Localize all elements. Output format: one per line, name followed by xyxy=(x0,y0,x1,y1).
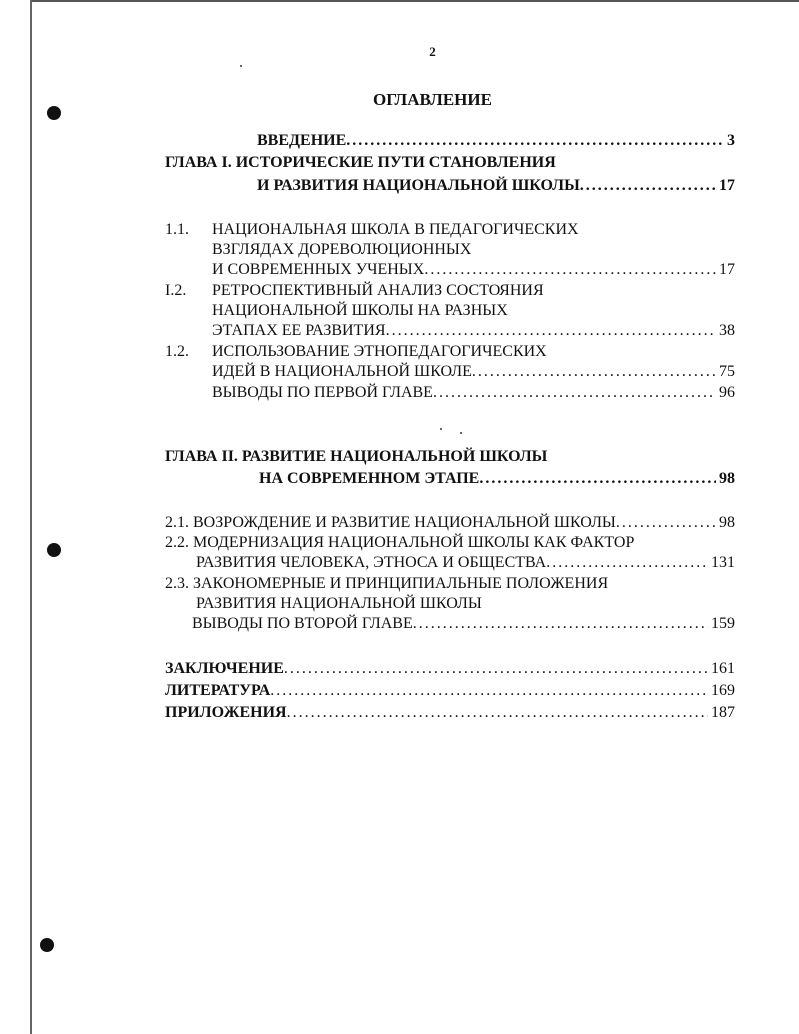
toc-entry-page: 17 xyxy=(719,261,735,278)
toc-entry-label: ВЫВОДЫ ПО ВТОРОЙ ГЛАВЕ xyxy=(192,615,413,632)
toc-entry-page: 131 xyxy=(711,554,735,571)
leader-dots xyxy=(472,362,716,382)
toc-entry-literature xyxy=(165,681,735,701)
scan-speck xyxy=(240,65,242,67)
toc-entry-section-1-1 xyxy=(212,260,735,280)
toc-entry-appendix xyxy=(165,703,735,723)
punch-hole-bottom xyxy=(40,938,54,952)
leader-dots xyxy=(287,703,708,723)
section-2-3-line1: 2.3. ЗАКОНОМЕРНЫЕ И ПРИНЦИПИАЛЬНЫЕ ПОЛОЖЕНИЯ xyxy=(165,575,609,592)
toc-entry-label: ЭТАПАХ ЕЕ РАЗВИТИЯ xyxy=(212,322,386,339)
leader-dots xyxy=(424,260,716,280)
toc-entry-section-1-3 xyxy=(212,362,735,382)
toc-entry-chapter2 xyxy=(259,469,735,489)
toc-entry-page: 38 xyxy=(719,322,735,339)
chapter1-heading-line1: ГЛАВА I. ИСТОРИЧЕСКИЕ ПУТИ СТАНОВЛЕНИЯ xyxy=(165,154,556,171)
leader-dots xyxy=(479,469,716,489)
toc-entry-label: ИДЕЙ В НАЦИОНАЛЬНОЙ ШКОЛЕ xyxy=(212,363,472,380)
toc-entry-label: НА СОВРЕМЕННОМ ЭТАПЕ xyxy=(259,470,480,487)
toc-entry-label: ЛИТЕРАТУРА xyxy=(165,682,271,699)
toc-entry-page: 17 xyxy=(719,177,735,194)
section-2-3-line2: РАЗВИТИЯ НАЦИОНАЛЬНОЙ ШКОЛЫ xyxy=(196,595,482,612)
section-number: I.2. xyxy=(165,282,187,299)
toc-entry-chapter1 xyxy=(257,176,735,196)
section-number: 1.1. xyxy=(165,221,189,238)
leader-dots xyxy=(413,614,708,634)
toc-entry-label: И СОВРЕМЕННЫХ УЧЕНЫХ xyxy=(212,261,425,278)
toc-entry-label: ВЫВОДЫ ПО ПЕРВОЙ ГЛАВЕ xyxy=(212,384,433,401)
toc-entry-page: 3 xyxy=(727,132,735,149)
toc-entry-page: 161 xyxy=(711,660,735,677)
leader-dots xyxy=(616,513,716,533)
section-1-2-line2: НАЦИОНАЛЬНОЙ ШКОЛЫ НА РАЗНЫХ xyxy=(212,302,508,319)
page-number: 2 xyxy=(429,44,436,59)
toc-title: ОГЛАВЛЕНИЕ xyxy=(373,90,492,109)
section-1-2-line1: РЕТРОСПЕКТИВНЫЙ АНАЛИЗ СОСТОЯНИЯ xyxy=(212,282,544,299)
scan-speck xyxy=(460,432,462,434)
toc-entry-label: РАЗВИТИЯ ЧЕЛОВЕКА, ЭТНОСА И ОБЩЕСТВА xyxy=(196,554,547,571)
toc-entry-section-2-2 xyxy=(196,553,735,573)
leader-dots xyxy=(433,383,716,403)
toc-entry-label: И РАЗВИТИЯ НАЦИОНАЛЬНОЙ ШКОЛЫ xyxy=(257,177,580,194)
toc-entry-page: 96 xyxy=(719,384,735,401)
leader-dots xyxy=(386,321,716,341)
toc-entry-conclusion xyxy=(165,659,735,679)
toc-entry-page: 75 xyxy=(719,363,735,380)
scan-border-left xyxy=(30,0,32,1034)
toc-entry-page: 98 xyxy=(719,514,735,531)
chapter2-heading-line1: ГЛАВА II. РАЗВИТИЕ НАЦИОНАЛЬНОЙ ШКОЛЫ xyxy=(165,448,548,465)
scan-border-top xyxy=(30,0,799,2)
scan-speck xyxy=(440,428,442,430)
toc-entry-label: 2.1. ВОЗРОЖДЕНИЕ И РАЗВИТИЕ НАЦИОНАЛЬНОЙ ШКОЛЫ xyxy=(165,514,616,531)
toc-entry-page: 159 xyxy=(711,615,735,632)
toc-entry-label: ЗАКЛЮЧЕНИЕ xyxy=(165,660,284,677)
toc-entry-page: 169 xyxy=(711,682,735,699)
section-number: 1.2. xyxy=(165,343,189,360)
punch-hole-middle xyxy=(47,543,61,557)
section-1-1-line2: ВЗГЛЯДАХ ДОРЕВОЛЮЦИОННЫХ xyxy=(212,241,472,258)
toc-entry-chapter1-conclusion xyxy=(212,383,735,403)
section-2-2-line1: 2.2. МОДЕРНИЗАЦИЯ НАЦИОНАЛЬНОЙ ШКОЛЫ КАК ФАКТОР xyxy=(165,534,635,551)
toc-entry-intro xyxy=(257,131,735,151)
leader-dots xyxy=(546,553,708,573)
toc-entry-section-1-2 xyxy=(212,321,735,341)
toc-entry-page: 187 xyxy=(711,704,735,721)
section-1-3-line1: ИСПОЛЬЗОВАНИЕ ЭТНОПЕДАГОГИЧЕСКИХ xyxy=(212,343,547,360)
toc-entry-section-2-1 xyxy=(165,513,735,533)
section-1-1-line1: НАЦИОНАЛЬНАЯ ШКОЛА В ПЕДАГОГИЧЕСКИХ xyxy=(212,221,579,238)
toc-entry-chapter2-conclusion xyxy=(192,614,735,634)
leader-dots xyxy=(270,681,708,701)
toc-entry-label: ВВЕДЕНИЕ xyxy=(257,132,347,149)
toc-entry-page: 98 xyxy=(719,470,735,487)
leader-dots xyxy=(284,659,708,679)
leader-dots xyxy=(346,131,724,151)
leader-dots xyxy=(580,176,716,196)
toc-entry-label: ПРИЛОЖЕНИЯ xyxy=(165,704,287,721)
